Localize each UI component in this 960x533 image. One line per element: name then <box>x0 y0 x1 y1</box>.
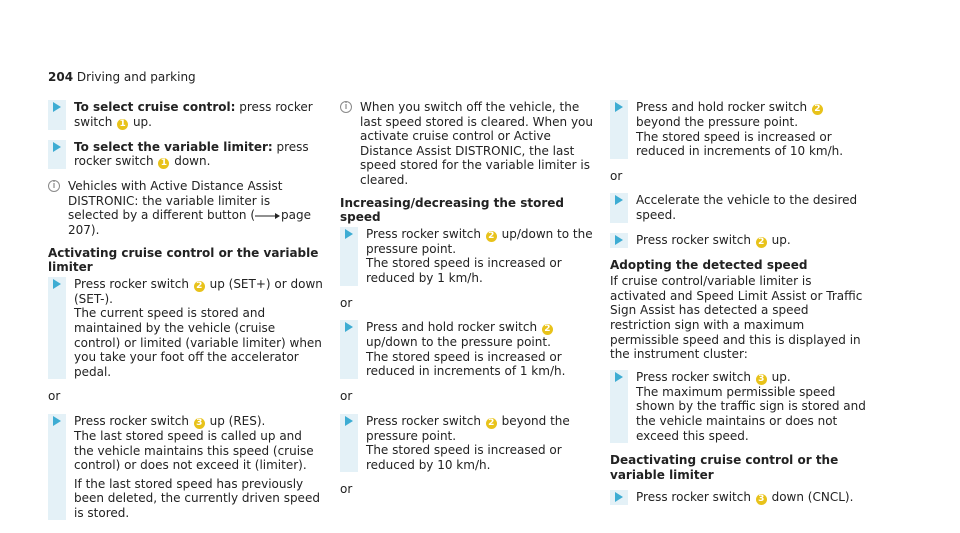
step-press-up <box>610 233 870 248</box>
step-result: The stored speed is increased or reduced in increments of 10 km/h. <box>636 129 844 159</box>
number-badge: 2 <box>812 104 823 115</box>
arrow-right-icon <box>345 229 353 239</box>
arrow-right-icon <box>615 102 623 112</box>
section-heading: Activating cruise control or the variable limiter <box>48 245 319 275</box>
step-band <box>610 490 628 505</box>
or-label: or <box>340 388 353 403</box>
step-text: Press rocker switch <box>636 490 755 505</box>
arrow-right-icon <box>615 235 623 245</box>
step-band <box>48 140 66 170</box>
note-text: When you switch off the vehicle, the last speed stored is cleared. When you activate cruise control or Active Distance Assist DISTRONIC, the last speed stored for the variable limiter is cleared. <box>360 100 593 187</box>
step-band <box>610 233 628 248</box>
note-text: Vehicles with Active Distance Assist DISTRONIC: the variable limiter is selected by a different button ( <box>68 179 283 223</box>
step-hold-1kmh <box>340 320 600 379</box>
step-text: up/down to the pressure point. <box>366 335 551 350</box>
number-badge: 3 <box>194 418 205 429</box>
paragraph: If cruise control/variable limiter is activated and Speed Limit Assist or Traffic Sign Assist has detected a speed restriction sign with a maximum permissible speed and this is displayed in the instrument cluster: <box>610 274 863 362</box>
step-result: The current speed is stored and maintained by the vehicle (cruise control) or limited (variable limiter) when you take your foot off the accelerator pedal. <box>74 306 322 379</box>
step-text: Press rocker switch <box>74 413 193 428</box>
step-text: press rocker switch <box>74 100 313 129</box>
step-title: To select the variable limiter: <box>74 139 273 154</box>
or-label: or <box>48 389 61 404</box>
step-text: down (CNCL). <box>767 490 854 505</box>
step-text: press rocker switch <box>74 139 309 169</box>
step-band <box>48 100 66 130</box>
section-title: Driving and parking <box>76 70 196 84</box>
step-resume-speed <box>48 414 323 521</box>
arrow-right-icon <box>53 279 61 289</box>
arrow-right-icon <box>53 416 61 426</box>
step-text: Press and hold rocker switch <box>636 100 811 114</box>
number-badge: 1 <box>158 158 169 169</box>
page-number: 204 <box>48 70 74 84</box>
step-text: Press rocker switch <box>366 226 485 241</box>
step-text: up (RES). <box>205 413 266 428</box>
step-result: The last stored speed is called up and the vehicle maintains this speed (cruise control) or does not exceed it (limiter). <box>74 428 314 473</box>
step-adopt-speed <box>610 370 870 443</box>
number-badge: 2 <box>756 237 767 248</box>
or-label: or <box>610 168 623 183</box>
step-band <box>340 414 358 473</box>
column-3 <box>610 100 870 515</box>
step-text: up. <box>129 114 152 129</box>
step-text: up. <box>767 232 791 247</box>
column-1 <box>48 100 323 530</box>
section-heading: Adopting the detected speed <box>610 257 808 272</box>
step-text: Press rocker switch <box>636 369 755 384</box>
or-label: or <box>340 295 353 310</box>
arrow-right-icon <box>345 322 353 332</box>
step-band <box>48 414 66 521</box>
page-reference-link[interactable]: page 207 <box>68 208 312 237</box>
number-badge: 2 <box>486 418 497 429</box>
arrow-right-icon <box>345 416 353 426</box>
step-deactivate <box>610 490 870 505</box>
step-result: If the last stored speed has previously been deleted, the currently driven speed is stored. <box>74 476 320 520</box>
step-text: down. <box>170 154 211 169</box>
step-hold-10kmh <box>610 100 870 159</box>
info-icon: i <box>48 180 60 192</box>
arrow-right-icon <box>615 492 623 502</box>
step-select-cruise-control <box>48 100 323 130</box>
step-result: The stored speed is increased or reduced by 1 km/h. <box>366 256 562 285</box>
step-band <box>610 100 628 159</box>
step-text: up. <box>767 369 791 384</box>
step-band <box>340 227 358 286</box>
step-band <box>610 370 628 443</box>
step-text: Press and hold rocker switch <box>366 320 541 335</box>
step-result: The stored speed is increased or reduced in increments of 1 km/h. <box>366 349 566 379</box>
step-band <box>610 193 628 222</box>
step-text: Accelerate the vehicle to the desired speed. <box>636 193 858 222</box>
step-result: The stored speed is increased or reduced by 10 km/h. <box>366 443 562 472</box>
step-text: up (SET+) or down (SET-). <box>74 276 323 306</box>
step-adjust-10kmh <box>340 414 600 473</box>
info-note <box>48 179 323 237</box>
step-accelerate <box>610 193 870 222</box>
step-text: Press rocker switch <box>366 413 485 428</box>
column-2 <box>340 100 600 507</box>
page-header <box>48 70 196 85</box>
number-badge: 3 <box>756 374 767 385</box>
number-badge: 2 <box>542 324 553 335</box>
section-heading: Increasing/decreasing the stored speed <box>340 195 564 225</box>
info-icon: i <box>340 101 352 113</box>
or-label: or <box>340 482 353 497</box>
arrow-right-icon <box>53 142 61 152</box>
step-text: beyond the pressure point. <box>366 413 570 443</box>
step-select-variable-limiter <box>48 140 323 170</box>
info-note <box>340 100 600 188</box>
page-reference-arrow-icon <box>255 212 281 220</box>
arrow-right-icon <box>53 102 61 112</box>
note-text: ). <box>90 222 100 237</box>
step-result: The maximum permissible speed shown by the traffic sign is stored and the vehicle maintains or does not exceed this speed. <box>636 384 866 443</box>
step-band <box>340 320 358 379</box>
section-heading: Deactivating cruise control or the variable limiter <box>610 453 839 482</box>
number-badge: 1 <box>117 119 128 130</box>
step-text: Press rocker switch <box>74 276 193 291</box>
step-set-speed <box>48 277 323 380</box>
step-text: Press rocker switch <box>636 232 755 247</box>
arrow-right-icon <box>615 372 623 382</box>
step-adjust-1kmh <box>340 227 600 286</box>
step-title: To select cruise control: <box>74 100 236 114</box>
step-text: beyond the pressure point. <box>636 115 799 129</box>
number-badge: 2 <box>486 231 497 242</box>
step-band <box>48 277 66 380</box>
number-badge: 2 <box>194 281 205 292</box>
arrow-right-icon <box>615 195 623 205</box>
number-badge: 3 <box>756 494 767 505</box>
step-text: up/down to the pressure point. <box>366 226 593 256</box>
